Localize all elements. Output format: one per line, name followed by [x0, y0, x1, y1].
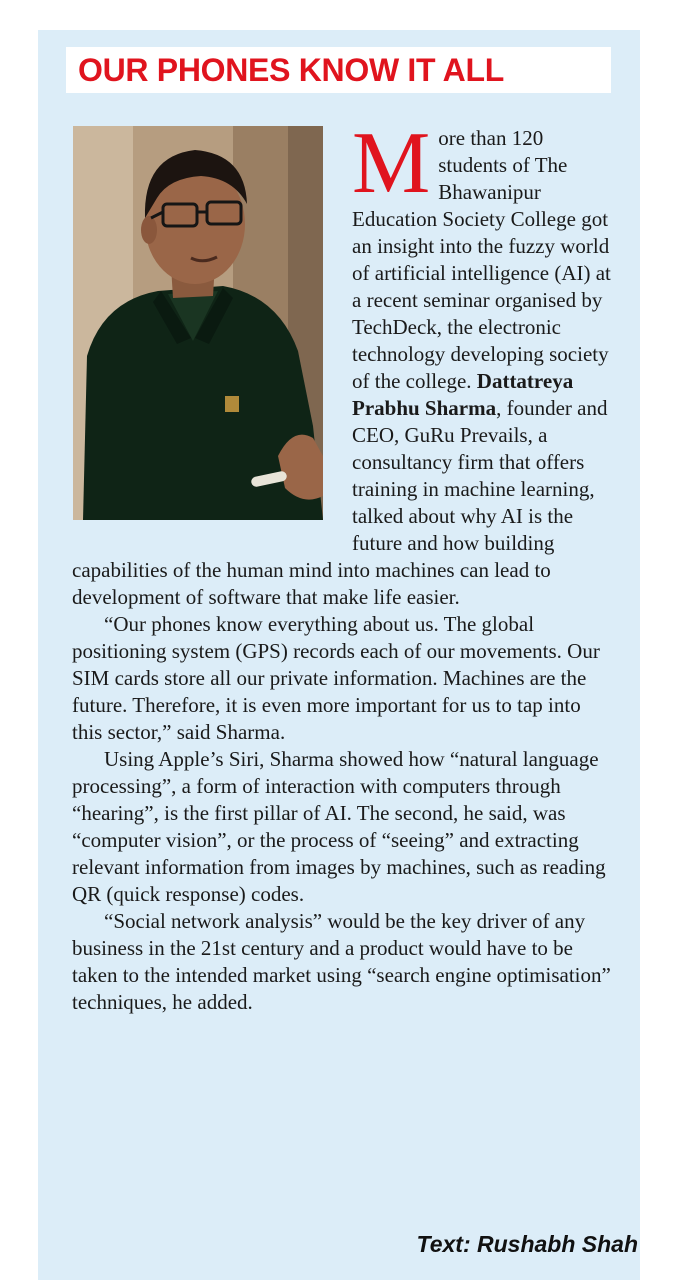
paragraph-1-continuation: , founder and CEO, GuRu Prevails, a consultancy firm that offers training in machine learning, talked about why AI is the future and how building capabilities of the human mind into machines can lead to development of software that make life easier.: [72, 396, 608, 609]
paragraph-2: “Our phones know everything about us. The global positioning system (GPS) records each of our movements. Our SIM cards store all our private information. Machines are the future. Therefore, it is even more important for us to tap into this sector,” said Sharma.: [72, 612, 600, 744]
article-body: [72, 115, 612, 1016]
headline: OUR PHONES KNOW IT ALL: [78, 52, 504, 88]
drop-cap: M: [352, 115, 431, 212]
headline-banner: [66, 47, 611, 93]
paragraph-1-text: ore than 120 students of The Bhawanipur Education Society College got an insight into the fuzzy world of artificial intelligence (AI) at a recent seminar organised by TechDeck, the electronic technology developing society of the college.: [352, 126, 611, 393]
paragraph-4: “Social network analysis” would be the key driver of any business in the 21st century and a product would have to be taken to the intended market using “search engine optimisation” techniques, he added.: [72, 909, 611, 1014]
speaker-name: Dattatreya Prabhu Sharma: [352, 369, 574, 420]
photo-spacer: [72, 125, 325, 547]
paragraph-3: Using Apple’s Siri, Sharma showed how “natural language processing”, a form of interaction with computers through “hearing”, is the first pillar of AI. The second, he said, was “computer vision”, or the process of “seeing” and extracting relevant information from images by machines, such as reading QR (quick response) codes.: [72, 747, 606, 906]
byline: Text: Rushabh Shah: [416, 1231, 638, 1257]
